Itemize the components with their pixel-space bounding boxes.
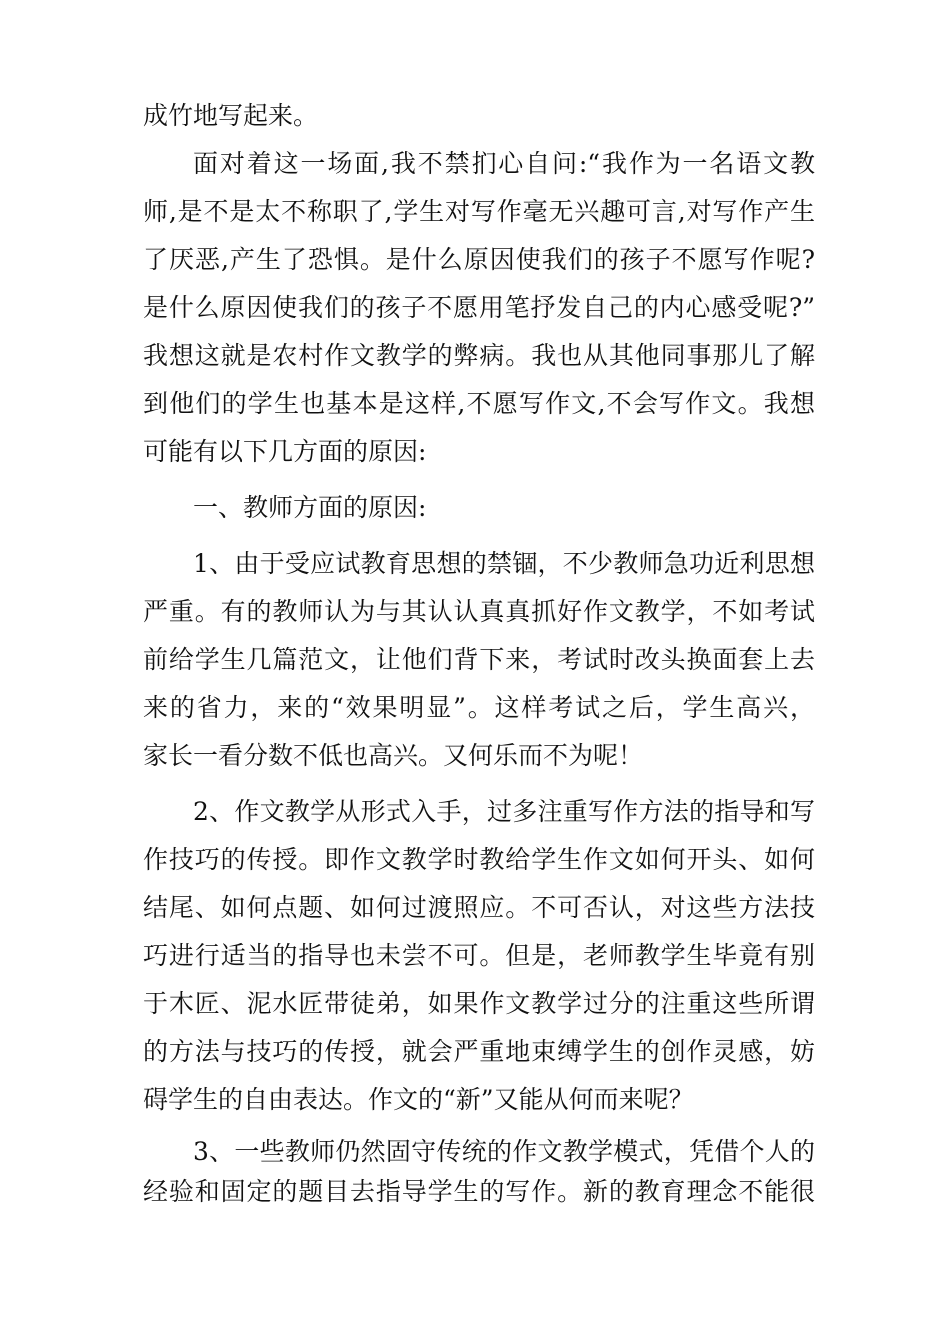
text-line: 3、一些教师仍然固守传统的作文教学模式，凭借个人的 [193,1137,815,1166]
text-line: 巧进行适当的指导也未尝不可。但是，老师教学生毕竟有别 [143,941,815,970]
text-line: 到他们的学生也基本是这样,不愿写作文,不会写作文。我想 [143,389,815,418]
text-line: 师,是不是太不称职了,学生对写作毫无兴趣可言,对写作产生 [143,197,815,226]
text-line: 是什么原因使我们的孩子不愿用笔抒发自己的内心感受呢?” [143,293,815,322]
text-line: 家长一看分数不低也高兴。又何乐而不为呢！ [143,741,644,770]
text-line: 我想这就是农村作文教学的弊病。我也从其他同事那儿了解 [143,341,815,370]
text-line: 的方法与技巧的传授，就会严重地束缚学生的创作灵感，妨 [143,1037,815,1066]
text-line: 于木匠、泥水匠带徒弟，如果作文教学过分的注重这些所谓 [143,989,815,1018]
text-line: 来的省力，来的“效果明显”。这样考试之后，学生高兴， [143,693,815,722]
text-line: 经验和固定的题目去指导学生的写作。新的教育理念不能很 [143,1177,815,1206]
section-heading: 一、教师方面的原因: [193,493,427,522]
text-line: 可能有以下几方面的原因: [143,437,427,466]
text-line: 碍学生的自由表达。作文的“新”又能从何而来呢？ [143,1085,694,1114]
document-body [143,92,815,1212]
text-line: 面对着这一场面,我不禁扪心自问:“我作为一名语文教 [193,149,815,178]
text-line: 2、作文教学从形式入手，过多注重写作方法的指导和写 [193,797,815,826]
text-line: 成竹地写起来。 [143,101,319,130]
text-line: 前给学生几篇范文，让他们背下来，考试时改头换面套上去 [143,645,815,674]
text-line: 了厌恶,产生了恐惧。是什么原因使我们的孩子不愿写作呢? [143,245,815,274]
text-line: 作技巧的传授。即作文教学时教给学生作文如何开头、如何 [143,845,815,874]
text-line: 结尾、如何点题、如何过渡照应。不可否认，对这些方法技 [143,893,815,922]
text-line: 严重。有的教师认为与其认认真真抓好作文教学，不如考试 [143,597,815,626]
text-line: 1、由于受应试教育思想的禁锢，不少教师急功近利思想 [193,549,815,578]
